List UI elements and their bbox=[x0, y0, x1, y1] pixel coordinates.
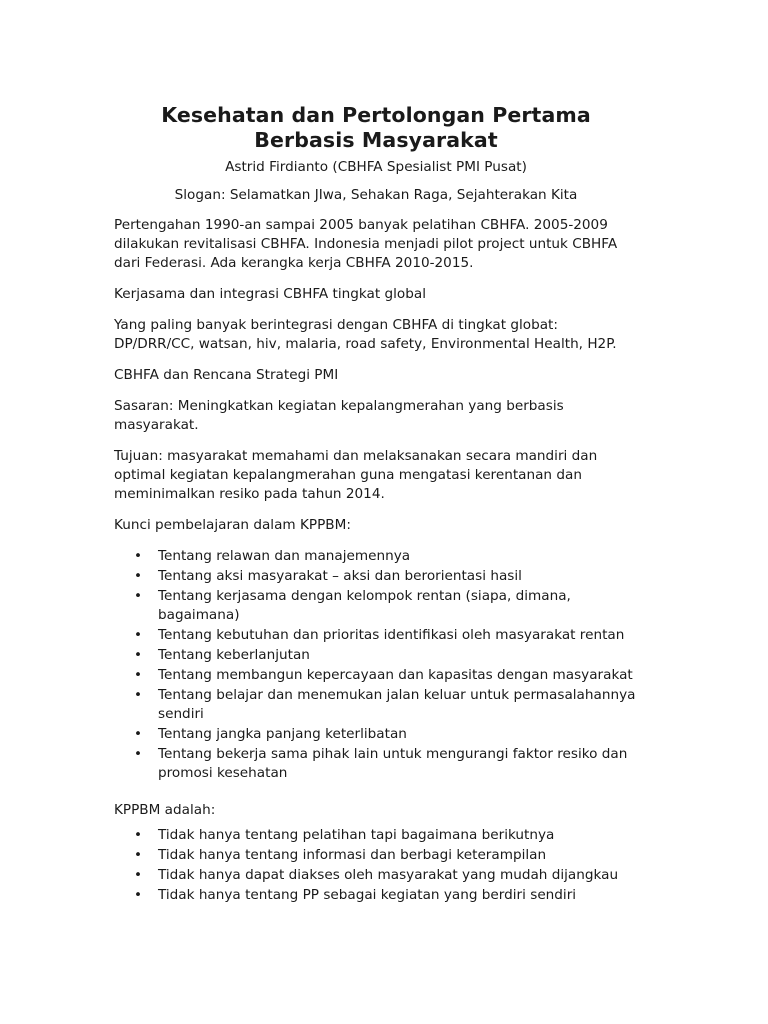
kunci-list-item: • Tentang belajar dan menemukan jalan keluar untuk permasalahannya sendiri bbox=[158, 686, 638, 724]
adalah-list-item: • Tidak hanya tentang informasi dan berbagi keterampilan bbox=[158, 846, 638, 865]
sasaran-paragraph: Sasaran: Meningkatkan kegiatan kepalangmerahan yang berbasis masyarakat. bbox=[114, 398, 564, 433]
kunci-list-item: • Tentang kerjasama dengan kelompok rentan (siapa, dimana, bagaimana) bbox=[158, 587, 638, 625]
adalah-bullet-list bbox=[114, 826, 638, 905]
kunci-list-item: • Tentang jangka panjang keterlibatan bbox=[158, 725, 638, 744]
kunci-heading: Kunci pembelajaran dalam KPPBM: bbox=[114, 517, 351, 533]
kunci-list-item: • Tentang aksi masyarakat – aksi dan berorientasi hasil bbox=[158, 567, 638, 586]
adalah-list-item: • Tidak hanya dapat diakses oleh masyarakat yang mudah dijangkau bbox=[158, 866, 638, 885]
kunci-list-item: • Tentang membangun kepercayaan dan kapasitas dengan masyarakat bbox=[158, 666, 638, 685]
rencana-paragraph: CBHFA dan Rencana Strategi PMI bbox=[114, 367, 339, 383]
kunci-list-item: • Tentang bekerja sama pihak lain untuk mengurangi faktor resiko dan promosi kesehatan bbox=[158, 745, 638, 783]
kunci-list-item: • Tentang kebutuhan dan prioritas identifikasi oleh masyarakat rentan bbox=[158, 626, 638, 645]
slogan-line: Slogan: Selamatkan JIwa, Sehakan Raga, Sejahterakan Kita bbox=[174, 187, 578, 203]
kunci-list-item: • Tentang keberlanjutan bbox=[158, 646, 638, 665]
adalah-heading: KPPBM adalah: bbox=[114, 802, 216, 818]
kerjasama-paragraph: Kerjasama dan integrasi CBHFA tingkat global bbox=[114, 286, 426, 302]
intro-paragraph: Pertengahan 1990-an sampai 2005 banyak pelatihan CBHFA. 2005-2009 dilakukan revitalisasi CBHFA. Indonesia menjadi pilot project untuk CBHFA dari Federasi. Ada kerangka kerja CBHFA 2010-2015. bbox=[114, 217, 618, 271]
integrasi-paragraph: Yang paling banyak berintegrasi dengan CBHFA di tingkat globat: DP/DRR/CC, watsan, hiv, malaria, road safety, Environmental Health, H2P. bbox=[114, 317, 617, 352]
adalah-list-item: • Tidak hanya tentang PP sebagai kegiatan yang berdiri sendiri bbox=[158, 886, 638, 905]
document-title: Kesehatan dan Pertolongan Pertama Berbasis Masyarakat bbox=[161, 103, 591, 152]
kunci-bullet-list bbox=[114, 547, 638, 783]
author-line: Astrid Firdianto (CBHFA Spesialist PMI Pusat) bbox=[225, 159, 527, 175]
kunci-list-item: • Tentang relawan dan manajemennya bbox=[158, 547, 638, 566]
tujuan-paragraph: Tujuan: masyarakat memahami dan melaksanakan secara mandiri dan optimal kegiatan kepalangmerahan guna mengatasi kerentanan dan meminimalkan resiko pada tahun 2014. bbox=[114, 448, 598, 502]
adalah-list-item: • Tidak hanya tentang pelatihan tapi bagaimana berikutnya bbox=[158, 826, 638, 845]
